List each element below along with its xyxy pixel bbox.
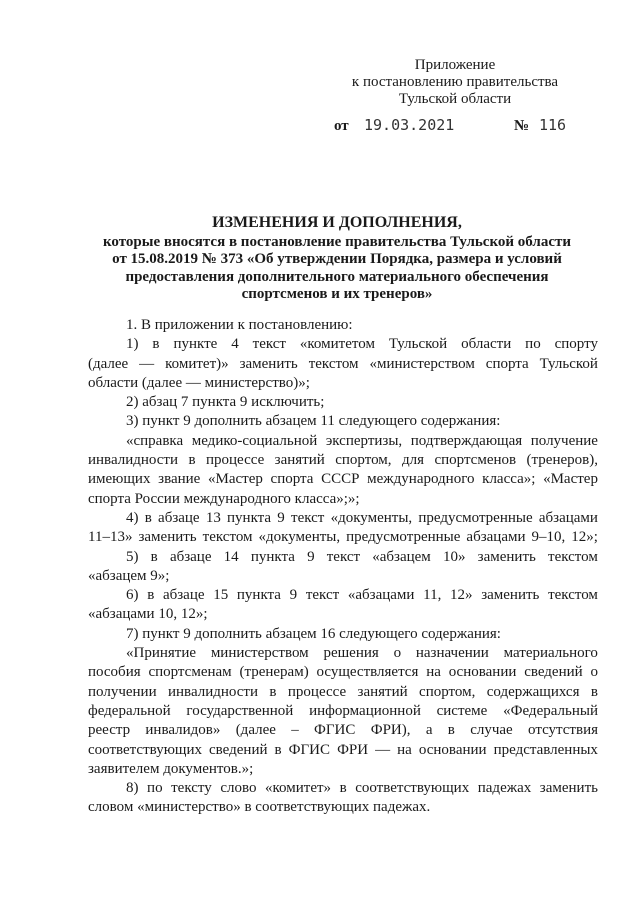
item-6-line-2: «абзацами 10, 12»; <box>88 606 208 623</box>
item-5-line-1: 5) в абзаце 14 пункта 9 текст «абзацем 10» заменить текстом <box>126 548 598 565</box>
appendix-line-2: к постановлению правительства <box>351 74 559 90</box>
quote-1-line-2: инвалидности в процессе занятий спортом, для спортсменов (тренеров), <box>88 452 598 469</box>
appendix-line-1: Приложение <box>414 57 496 73</box>
title-line-1: которые вносятся в постановление правительства Тульской области <box>102 233 572 250</box>
quote-2-line-7: заявителем документов.»; <box>88 760 254 777</box>
item-7: 7) пункт 9 дополнить абзацем 16 следующего содержания: <box>126 625 501 642</box>
title-line-2: от 15.08.2019 № 373 «Об утверждении Порядка, размера и условий <box>112 251 562 267</box>
appendix-header <box>330 57 580 108</box>
item-8-line-2: словом «министерство» в соответствующих падежах. <box>88 799 431 816</box>
document-body <box>88 316 598 818</box>
quote-2-line-6: соответствующих сведений в ФГИС ФРИ — на основании представленных <box>88 741 598 758</box>
item-1-line-3: области (далее — министерство)»; <box>88 374 310 391</box>
quote-2-line-2: пособия спортсменам (тренерам) осуществляется на основании сведений о <box>88 664 598 681</box>
item-8-line-1: 8) по тексту слово «комитет» в соответствующих падежах заменить <box>126 780 598 797</box>
item-2: 2) абзац 7 пункта 9 исключить; <box>126 394 325 411</box>
date-label: от <box>334 118 349 134</box>
paragraph-1: 1. В приложении к постановлению: <box>126 317 353 333</box>
document-number: 116 <box>539 116 567 134</box>
quote-2-line-5: реестр инвалидов» (далее – ФГИС ФРИ), а в случае отсутствия <box>88 722 598 739</box>
quote-1-line-4: спорта России международного класса»;»; <box>88 490 360 507</box>
title-line-4: спортсменов и их тренеров» <box>241 286 433 302</box>
item-5-line-2: «абзацем 9»; <box>88 567 170 584</box>
item-1-line-2: (далее — комитет)» заменить текстом «министерством спорта Тульской <box>88 355 598 372</box>
title-line-3: предоставления дополнительного материального обеспечения <box>125 268 549 285</box>
quote-2-line-1: «Принятие министерством решения о назначении материального <box>126 645 598 662</box>
item-6-line-1: 6) в абзаце 15 пункта 9 текст «абзацами 11, 12» заменить текстом <box>126 587 598 604</box>
appendix-line-3: Тульской области <box>398 91 512 107</box>
item-4-line-1: 4) в абзаце 13 пункта 9 текст «документы, предусмотренные абзацами <box>126 509 598 526</box>
item-4-line-2: 11–13» заменить текстом «документы, предусмотренные абзацами 9–10, 12»; <box>88 529 598 546</box>
title-main: ИЗМЕНЕНИЯ И ДОПОЛНЕНИЯ, <box>212 214 462 231</box>
document-date: 19.03.2021 <box>364 116 455 134</box>
number-label: № <box>514 118 530 134</box>
item-3: 3) пункт 9 дополнить абзацем 11 следующего содержания: <box>126 413 501 430</box>
item-1-line-1: 1) в пункте 4 текст «комитетом Тульской области по спорту <box>126 336 598 353</box>
date-number-row <box>334 116 594 136</box>
document-title <box>80 214 594 304</box>
quote-2-line-3: получении инвалидности в процессе занятий спортом, содержащихся в <box>88 683 598 700</box>
quote-1-line-1: «справка медико-социальной экспертизы, подтверждающая получение <box>126 432 598 449</box>
quote-2-line-4: федеральной государственной информационной системе «Федеральный <box>88 702 598 719</box>
quote-1-line-3: имеющих звание «Мастер спорта СССР международного класса»; «Мастер <box>88 471 598 488</box>
